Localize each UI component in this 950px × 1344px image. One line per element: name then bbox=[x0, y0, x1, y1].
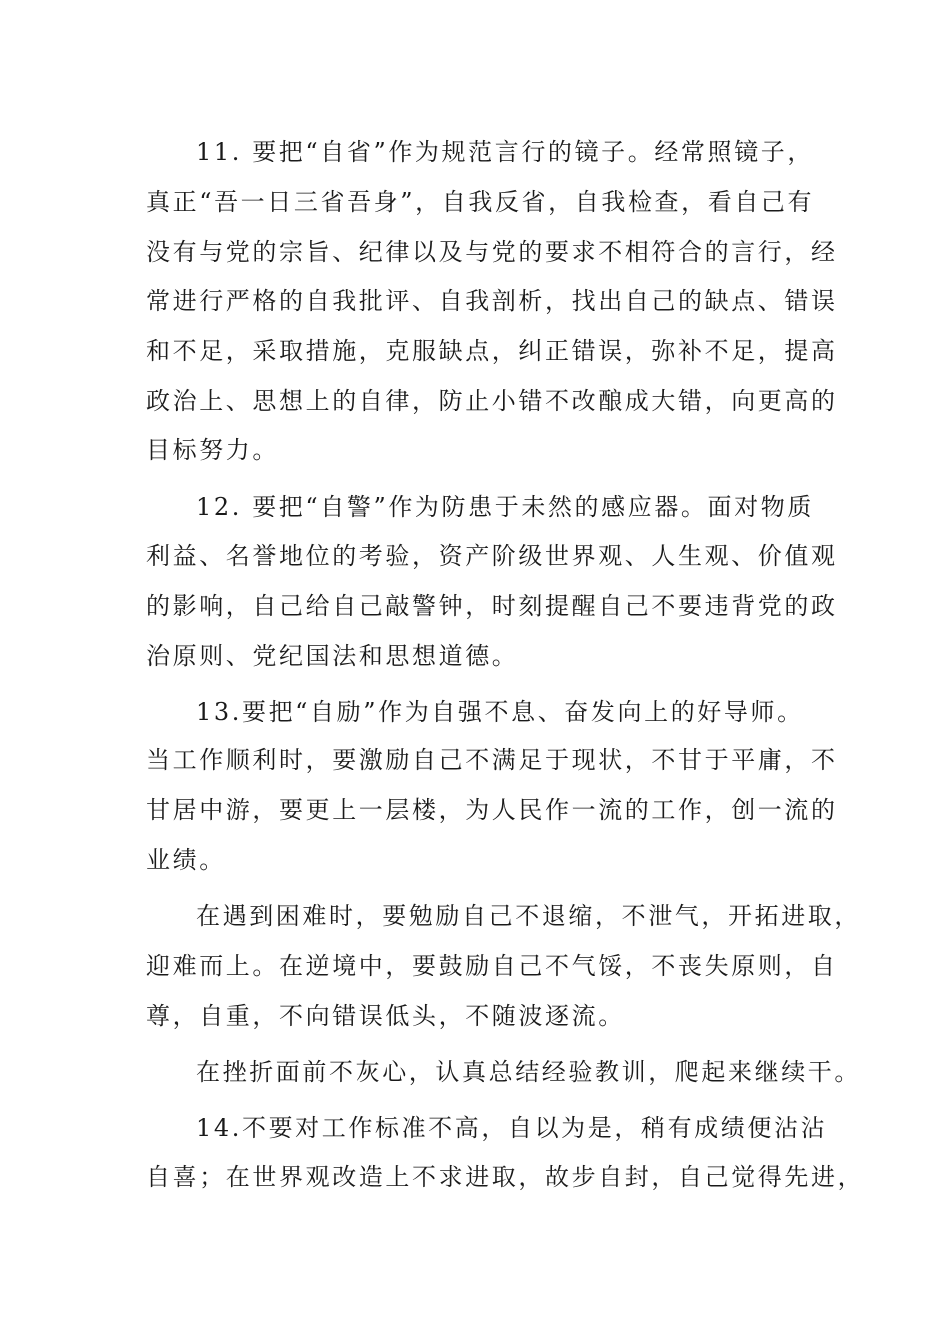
paragraph-14-line-2: 自喜；在世界观改造上不求进取，故步自封，自己觉得先进， bbox=[146, 1163, 865, 1191]
paragraph-13-line-1: 13.要把“自励”作为自强不息、奋发向上的好导师。 bbox=[196, 698, 804, 726]
paragraph-12-line-2: 利益、名誉地位的考验，资产阶级世界观、人生观、价值观 bbox=[146, 542, 838, 570]
paragraph-difficulty-line-1: 在遇到困难时，要勉励自己不退缩，不泄气，开拓进取， bbox=[196, 902, 861, 930]
paragraph-11-line-5: 和不足，采取措施，克服缺点，纠正错误，弥补不足，提高 bbox=[146, 337, 838, 365]
paragraph-difficulty-line-3: 尊，自重，不向错误低头，不随波逐流。 bbox=[146, 1002, 625, 1030]
paragraph-11-line-1: 11. 要把“自省”作为规范言行的镜子。经常照镜子， bbox=[196, 138, 814, 166]
paragraph-13-line-2: 当工作顺利时，要激励自己不满足于现状，不甘于平庸，不 bbox=[146, 746, 838, 774]
paragraph-14-line-1: 14.不要对工作标准不高，自以为是，稍有成绩便沾沾 bbox=[196, 1114, 828, 1142]
paragraph-11-line-6: 政治上、思想上的自律，防止小错不改酿成大错，向更高的 bbox=[146, 387, 838, 415]
paragraph-11-line-3: 没有与党的宗旨、纪律以及与党的要求不相符合的言行，经 bbox=[146, 238, 838, 266]
paragraph-setback-line-1: 在挫折面前不灰心，认真总结经验教训，爬起来继续干。 bbox=[196, 1058, 861, 1086]
paragraph-13-line-4: 业绩。 bbox=[146, 846, 226, 874]
paragraph-12-line-4: 治原则、党纪国法和思想道德。 bbox=[146, 642, 519, 670]
paragraph-11-line-2: 真正“吾一日三省吾身”，自我反省，自我检查，看自己有 bbox=[146, 188, 815, 216]
paragraph-11-line-4: 常进行严格的自我批评、自我剖析，找出自己的缺点、错误 bbox=[146, 287, 838, 315]
paragraph-difficulty-line-2: 迎难而上。在逆境中，要鼓励自己不气馁，不丧失原则，自 bbox=[146, 952, 838, 980]
paragraph-13-line-3: 甘居中游，要更上一层楼，为人民作一流的工作，创一流的 bbox=[146, 796, 838, 824]
paragraph-12-line-1: 12. 要把“自警”作为防患于未然的感应器。面对物质 bbox=[196, 493, 814, 521]
paragraph-11-line-7: 目标努力。 bbox=[146, 436, 279, 464]
paragraph-12-line-3: 的影响，自己给自己敲警钟，时刻提醒自己不要违背党的政 bbox=[146, 592, 838, 620]
